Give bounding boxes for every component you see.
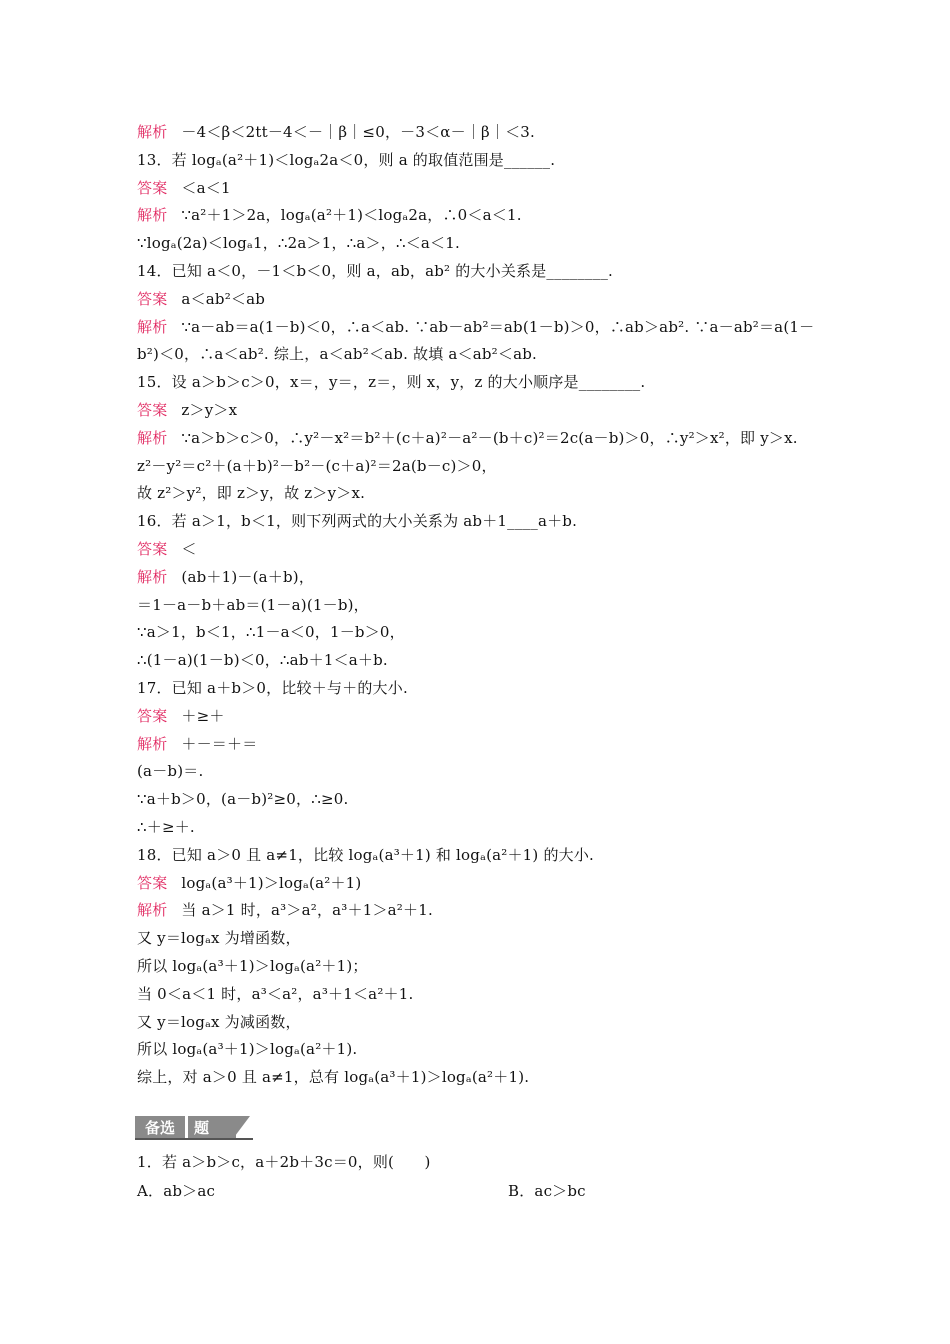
- text-line: [137, 233, 460, 253]
- line-text: ∵a＞b＞c＞0，∴y²－x²＝b²＋(c＋a)²－a²－(b＋c)²＝2c(a－b)＞0，∴y²＞x²，即 y＞x.: [181, 428, 798, 447]
- text-line: [137, 178, 231, 198]
- question-1-option-b: B．ac＞bc: [508, 1182, 586, 1200]
- text-line: [137, 456, 497, 476]
- line-text: ∵a＞1，b＜1，∴1－a＜0，1－b＞0，: [137, 623, 405, 642]
- line-text: 又 y＝logₐx 为减函数，: [137, 1012, 301, 1031]
- line-text: z＞y＞x: [181, 401, 238, 419]
- banner-underline: [135, 1138, 253, 1140]
- line-text: z²－y²＝c²＋(a＋b)²－b²－(c＋a)²＝2a(b－c)＞0，: [137, 456, 497, 475]
- line-tag: 解析: [137, 734, 168, 753]
- text-line: [137, 956, 368, 976]
- line-text: ∵a²＋1＞2a，logₐ(a²＋1)＜logₐ2a，∴0＜a＜1.: [181, 206, 522, 225]
- text-line: [137, 845, 594, 865]
- text-line: [137, 678, 408, 698]
- line-text: (ab＋1)－(a＋b)，: [181, 567, 315, 586]
- line-tag: 答案: [137, 706, 168, 725]
- line-tag: 解析: [137, 901, 168, 920]
- line-tag: 答案: [137, 289, 168, 308]
- line-tag: 解析: [137, 123, 168, 141]
- text-line: [137, 205, 522, 225]
- line-text: 15．设 a＞b＞c＞0，x＝，y＝，z＝，则 x，y，z 的大小顺序是________.: [137, 373, 646, 392]
- text-line: [137, 817, 195, 837]
- line-text: ＝1－a－b＋ab＝(1－a)(1－b)，: [137, 595, 369, 614]
- text-line: [137, 317, 814, 337]
- line-tag: 解析: [137, 317, 168, 336]
- line-text: 18．已知 a＞0 且 a≠1，比较 logₐ(a³＋1) 和 logₐ(a²＋1) 的大小.: [137, 845, 595, 864]
- line-text: ＜: [181, 540, 197, 558]
- line-text: 13．若 logₐ(a²＋1)＜logₐ2a＜0，则 a 的取值范围是______.: [137, 150, 556, 169]
- line-tag: 解析: [137, 206, 168, 225]
- line-text: 当 0＜a＜1 时，a³＜a²，a³＋1＜a²＋1.: [137, 984, 414, 1003]
- line-text: ＋－＝＋＝: [181, 734, 258, 753]
- text-line: [137, 1012, 301, 1032]
- line-tag: 解析: [137, 428, 168, 447]
- text-line: [137, 483, 365, 503]
- text-line: [137, 873, 361, 893]
- text-line: [137, 511, 577, 531]
- text-line: [137, 734, 257, 754]
- text-line: [137, 567, 314, 587]
- line-text: 故 z²＞y²，即 z＞y，故 z＞y＞x.: [137, 484, 366, 503]
- text-line: [137, 372, 645, 392]
- text-line: [137, 428, 798, 448]
- line-text: －4＜β＜2tt－4＜－｜β｜≤0，－3＜α－｜β｜＜3.: [181, 123, 536, 141]
- line-text: ∵logₐ(2a)＜logₐ1，∴2a＞1，∴a＞，∴＜a＜1.: [137, 234, 460, 253]
- reserve-questions-banner: [135, 1116, 253, 1140]
- line-text: 所以 logₐ(a³＋1)＞logₐ(a²＋1).: [137, 1040, 358, 1059]
- line-text: (a－b)＝.: [137, 762, 204, 781]
- text-line: [137, 706, 225, 726]
- banner-part1: 备选: [135, 1116, 185, 1140]
- line-text: ∴(1－a)(1－b)＜0，∴ab＋1＜a＋b.: [137, 651, 388, 670]
- text-line: [137, 595, 369, 615]
- line-tag: 答案: [137, 401, 168, 419]
- question-1-option-a: A．ab＞ac: [137, 1182, 216, 1200]
- line-text: ＋≥＋: [181, 706, 225, 725]
- line-text: ∴＋≥＋.: [137, 818, 195, 836]
- text-line: [137, 122, 535, 142]
- line-text: 又 y＝logₐx 为增函数，: [137, 929, 301, 948]
- line-tag: 答案: [137, 873, 168, 892]
- line-text: logₐ(a³＋1)＞logₐ(a²＋1): [181, 873, 362, 892]
- line-text: 所以 logₐ(a³＋1)＞logₐ(a²＋1)；: [137, 957, 368, 975]
- text-line: [137, 539, 197, 559]
- text-line: [137, 400, 237, 420]
- line-text: a＜ab²＜ab: [181, 289, 266, 308]
- text-line: [137, 150, 555, 170]
- text-line: [137, 789, 348, 809]
- line-text: ∵a＋b＞0，(a－b)²≥0，∴≥0.: [137, 790, 349, 809]
- text-line: [137, 1039, 357, 1059]
- text-line: [137, 261, 613, 281]
- text-line: [137, 984, 413, 1004]
- line-tag: 解析: [137, 567, 168, 586]
- line-text: ∵a－ab＝a(1－b)＜0，∴a＜ab. ∵ab－ab²＝ab(1－b)＞0，∴ab＞ab². ∵a－ab²＝a(1－: [181, 317, 815, 336]
- text-line: [137, 761, 203, 781]
- line-tag: 答案: [137, 178, 168, 197]
- text-line: [137, 928, 301, 948]
- text-line: [137, 622, 405, 642]
- line-text: b²)＜0，∴a＜ab². 综上，a＜ab²＜ab. 故填 a＜ab²＜ab.: [137, 345, 538, 364]
- line-tag: 答案: [137, 540, 168, 558]
- line-text: 当 a＞1 时，a³＞a²，a³＋1＞a²＋1.: [181, 901, 433, 920]
- question-1-stem: 1．若 a＞b＞c，a＋2b＋3c＝0，则( ): [137, 1153, 431, 1171]
- text-line: [137, 289, 265, 309]
- text-line: [137, 1067, 529, 1087]
- line-text: ＜a＜1: [181, 178, 231, 197]
- banner-part2: 题: [188, 1116, 236, 1140]
- line-text: 17．已知 a＋b＞0，比较＋与＋的大小.: [137, 679, 408, 697]
- line-text: 综上，对 a＞0 且 a≠1，总有 logₐ(a³＋1)＞logₐ(a²＋1).: [137, 1068, 530, 1087]
- text-line: [137, 900, 433, 920]
- text-line: [137, 650, 388, 670]
- text-line: [137, 344, 537, 364]
- line-text: 14．已知 a＜0，－1＜b＜0，则 a，ab，ab² 的大小关系是________.: [137, 262, 613, 280]
- line-text: 16．若 a＞1，b＜1，则下列两式的大小关系为 ab＋1____a＋b.: [137, 512, 578, 531]
